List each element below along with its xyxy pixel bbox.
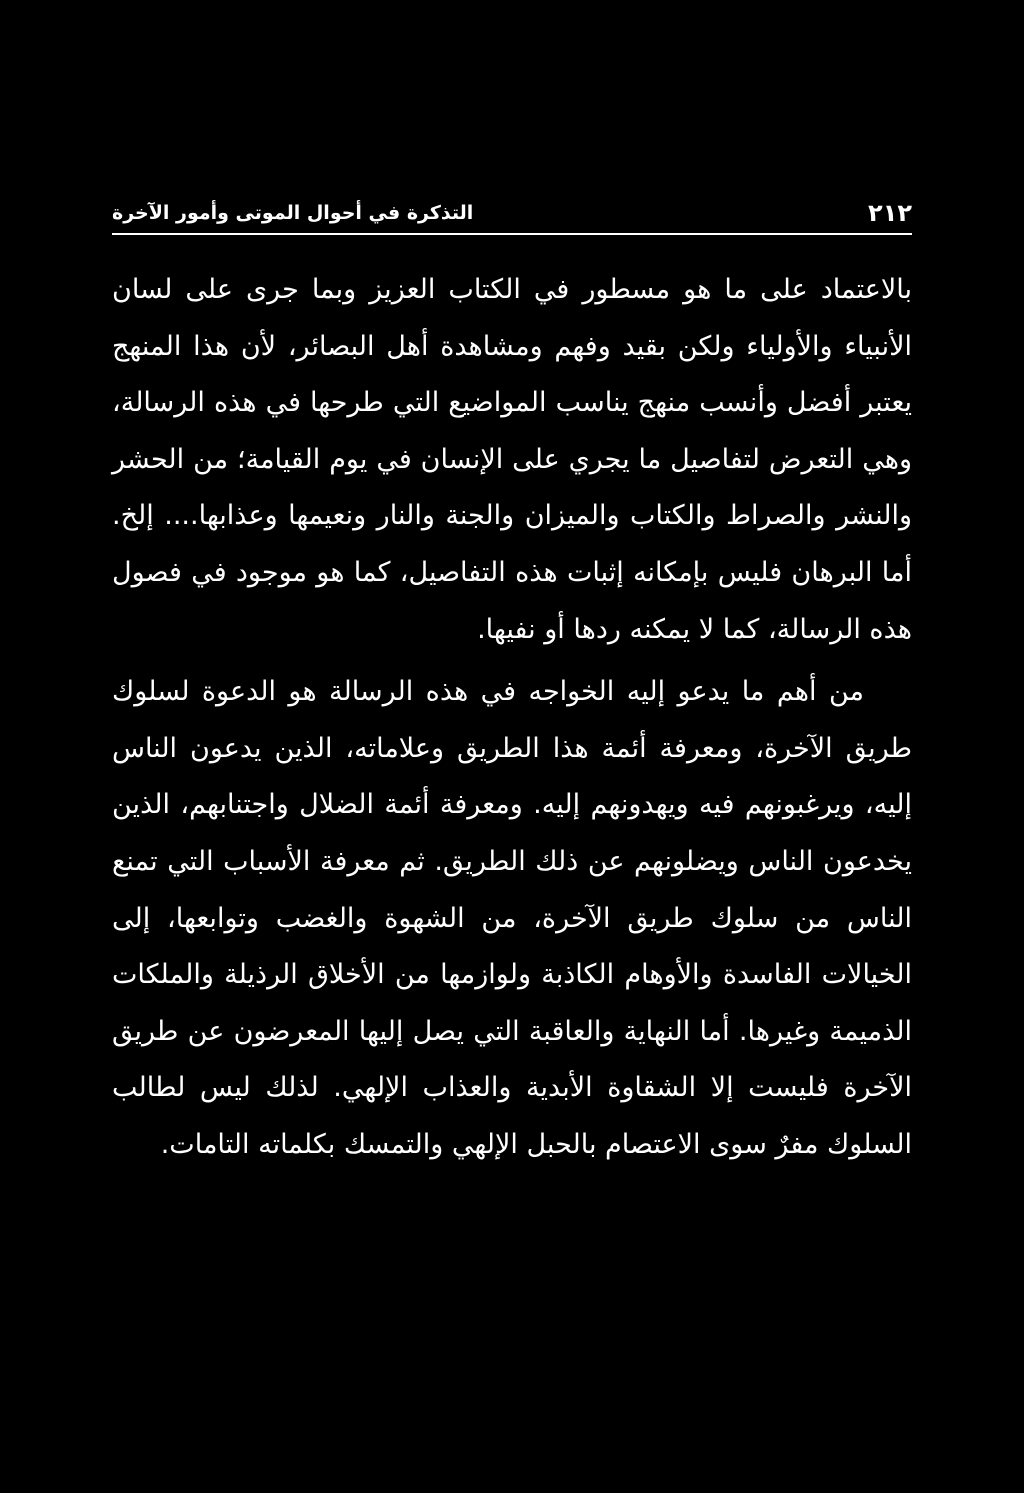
paragraph-2: من أهم ما يدعو إليه الخواجه في هذه الرسالة هو الدعوة لسلوك طريق الآخرة، ومعرفة أئمة هذا الطريق وعلاماته، الذين يدعون الناس إليه، ويرغبونهم فيه ويهدونهم إليه. ومعرفة أئمة الضلال واجتنابهم، الذين يخدعون الناس ويضلونهم عن ذلك الطريق. ثم معرفة الأسباب التي تمنع الناس من سلوك طريق الآخرة، من الشهوة والغضب وتوابعها، إلى الخيالات الفاسدة والأوهام الكاذبة ولوازمها من الأخلاق الرذيلة والملكات الذميمة وغيرها. أما النهاية والعاقبة التي يصل إليها المعرضون عن طريق الآخرة فليست إلا الشقاوة الأبدية والعذاب الإلهي. لذلك ليس لطالب السلوك مفرٌ سوى الاعتصام بالحبل الإلهي والتمسك بكلماته التامات. (112, 676, 912, 1160)
body-text (112, 262, 912, 1174)
header-rule (112, 233, 912, 235)
running-title: التذكرة في أحوال الموتى وأمور الآخرة (112, 202, 474, 224)
page-header (112, 196, 912, 230)
paragraph-1: بالاعتماد على ما هو مسطور في الكتاب العزيز وبما جرى على لسان الأنبياء والأولياء ولكن بقيد وفهم ومشاهدة أهل البصائر، لأن هذا المنهج يعتبر أفضل وأنسب منهج يناسب المواضيع التي طرحها في هذه الرسالة، وهي التعرض لتفاصيل ما يجري على الإنسان في يوم القيامة؛ من الحشر والنشر والصراط والكتاب والميزان والجنة والنار ونعيمها وعذابها.... إلخ. أما البرهان فليس بإمكانه إثبات هذه التفاصيل، كما هو موجود في فصول هذه الرسالة، كما لا يمكنه ردها أو نفيها. (112, 274, 912, 645)
page-number: ٢١٢ (868, 199, 912, 227)
